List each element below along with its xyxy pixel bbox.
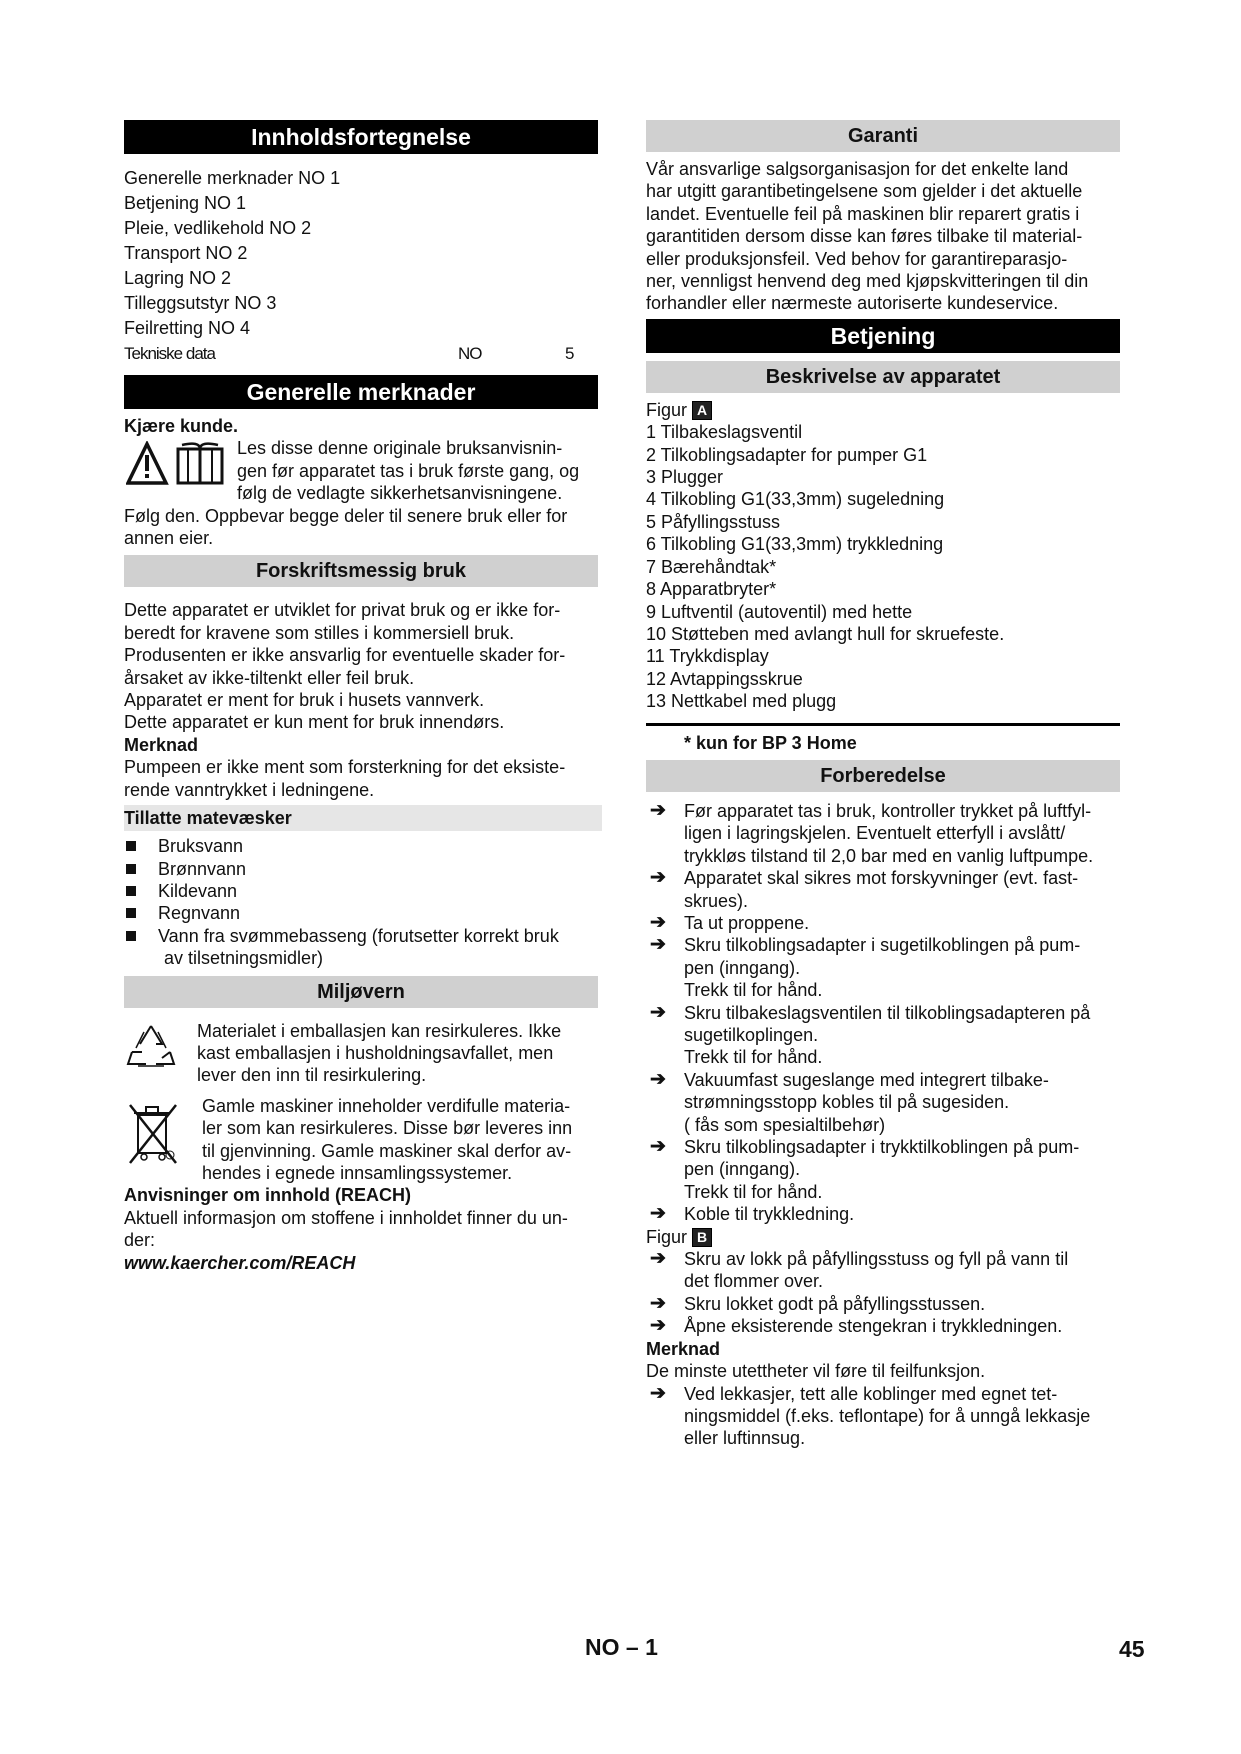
intended-use-line: Dette apparatet er kun ment for bruk innendørs. bbox=[124, 712, 505, 733]
toc-item[interactable]: Tilleggsutstyr NO 3 bbox=[124, 293, 277, 313]
intended-use-line: Apparatet er ment for bruk i husets vannverk. bbox=[124, 690, 485, 711]
left-column bbox=[124, 120, 598, 1274]
greeting: Kjære kunde. bbox=[124, 416, 239, 436]
intro-line: følg de vedlagte sikkerhetsanvisningene. bbox=[237, 483, 563, 504]
arrow-icon: ➔ bbox=[650, 911, 666, 933]
fluids-title: Tillatte matevæsker bbox=[124, 805, 602, 831]
arrow-icon: ➔ bbox=[650, 1136, 666, 1158]
operation-title: Betjening bbox=[646, 319, 1120, 353]
toc-last-label: Tekniske data bbox=[124, 344, 215, 363]
intended-use-line: Produsenten er ikke ansvarlig for eventuelle skader for- bbox=[124, 645, 566, 666]
bullet-square-icon bbox=[126, 886, 136, 896]
figure-a-ref: Figur A bbox=[646, 399, 1126, 421]
arrow-icon: ➔ bbox=[650, 1203, 666, 1225]
intended-use-title: Forskriftsmessig bruk bbox=[124, 555, 598, 587]
step-line: Trekk til for hånd. bbox=[684, 1181, 823, 1202]
prep-note-text: De minste utettheter vil føre til feilfunksjon. bbox=[646, 1361, 986, 1382]
step-line: pen (inngang). bbox=[684, 1159, 801, 1180]
step-item bbox=[646, 912, 1126, 934]
step-line: Åpne eksisterende stengekran i trykkledningen. bbox=[684, 1316, 1063, 1337]
fluid-item: Vann fra svømmebasseng (forutsetter korrekt bruk av tilsetningsmidler) bbox=[124, 925, 598, 970]
warranty-line: landet. Eventuelle feil på maskinen blir reparert gratis i bbox=[646, 203, 1080, 224]
part-item: 11 Trykkdisplay bbox=[646, 646, 769, 667]
recycle-icon bbox=[124, 1022, 178, 1070]
warning-manual-icon bbox=[126, 441, 226, 487]
step-line: Skru av lokk på påfyllingsstuss og fyll på vann til bbox=[684, 1249, 1069, 1270]
page-number: 45 bbox=[1119, 1636, 1145, 1662]
step-line: ( fås som spesialtilbehør) bbox=[684, 1114, 886, 1135]
intro-block bbox=[124, 437, 598, 504]
step-line: Skru lokket godt på påfyllingsstussen. bbox=[684, 1293, 986, 1314]
intended-use-line: Dette apparatet er utviklet for privat bruk og er ikke for- bbox=[124, 600, 561, 621]
step-line: trykkløs tilstand til 2,0 bar med en vanlig luftpumpe. bbox=[684, 845, 1094, 866]
environment-title: Miljøvern bbox=[124, 976, 598, 1008]
step-item bbox=[646, 1069, 1126, 1136]
follow-line: Følg den. Oppbevar begge deler til senere bruk eller for bbox=[124, 505, 568, 526]
step-line: Ta ut proppene. bbox=[684, 912, 810, 933]
step-line: Skru tilkoblingsadapter i sugetilkoblingen på pum- bbox=[684, 935, 1081, 956]
figure-b-ref: Figur B bbox=[646, 1226, 1126, 1248]
reach-title: Anvisninger om innhold (REACH) bbox=[124, 1185, 411, 1206]
part-item: 4 Tilkobling G1(33,3mm) sugeledning bbox=[646, 489, 945, 510]
part-item: 1 Tilbakeslagsventil bbox=[646, 422, 803, 443]
arrow-icon: ➔ bbox=[650, 1382, 666, 1404]
step-item bbox=[646, 1248, 1126, 1293]
arrow-icon: ➔ bbox=[650, 1001, 666, 1023]
intro-line: gen før apparatet tas i bruk første gang, og bbox=[237, 460, 580, 481]
intended-use-line: årsaket av ikke-tiltenkt eller feil bruk. bbox=[124, 667, 415, 688]
step-line: det flommer over. bbox=[684, 1271, 824, 1292]
step-line: strømningsstopp kobles til på sugesiden. bbox=[684, 1092, 1010, 1113]
toc-item[interactable]: Feilretting NO 4 bbox=[124, 318, 251, 338]
arrow-icon: ➔ bbox=[650, 1248, 666, 1270]
step-line: Trekk til for hånd. bbox=[684, 980, 823, 1001]
step-line: skrues). bbox=[684, 890, 749, 911]
part-item: 10 Støtteben med avlangt hull for skruefeste. bbox=[646, 623, 1005, 644]
step-line: Apparatet skal sikres mot forskyvninger (evt. fast- bbox=[684, 868, 1079, 889]
fluid-item: Brønnvann bbox=[124, 858, 598, 880]
description-title: Beskrivelse av apparatet bbox=[646, 361, 1120, 393]
step-item bbox=[646, 1383, 1126, 1450]
reach-line: der: bbox=[124, 1230, 156, 1251]
recycle-block bbox=[124, 1020, 598, 1087]
weee-line: ler som kan resirkuleres. Disse bør leveres inn bbox=[202, 1118, 573, 1139]
crossed-bin-icon bbox=[126, 1101, 182, 1167]
step-line: Skru tilkoblingsadapter i trykktilkoblingen på pum- bbox=[684, 1137, 1080, 1158]
step-item bbox=[646, 934, 1126, 1001]
arrow-icon: ➔ bbox=[650, 867, 666, 889]
general-title: Generelle merknader bbox=[124, 375, 598, 409]
bullet-square-icon bbox=[126, 841, 136, 851]
step-item bbox=[646, 1315, 1126, 1337]
warranty-line: har utgitt garantibetingelsene som gjelder i det aktuelle bbox=[646, 181, 1083, 202]
part-item: 7 Bærehåndtak* bbox=[646, 556, 777, 577]
toc-last-page: 5 bbox=[565, 344, 574, 363]
warranty-line: eller produksjonsfeil. Ved behov for garantireparasjo- bbox=[646, 248, 1068, 269]
part-item: 3 Plugger bbox=[646, 467, 724, 488]
weee-block bbox=[124, 1095, 598, 1185]
figure-b-badge: B bbox=[692, 1228, 712, 1247]
weee-line: til gjenvinning. Gamle maskiner skal derfor av- bbox=[202, 1140, 572, 1161]
intended-use-line: beredt for kravene som stilles i kommersiell bruk. bbox=[124, 622, 515, 643]
part-item: 9 Luftventil (autoventil) med hette bbox=[646, 601, 913, 622]
bullet-square-icon bbox=[126, 931, 136, 941]
follow-line: annen eier. bbox=[124, 528, 214, 549]
step-line: pen (inngang). bbox=[684, 957, 801, 978]
note-line: rende vanntrykket i ledningene. bbox=[124, 779, 375, 800]
divider bbox=[646, 723, 1120, 726]
step-item bbox=[646, 1293, 1126, 1315]
step-line: Koble til trykkledning. bbox=[684, 1204, 855, 1225]
part-item: 12 Avtappingsskrue bbox=[646, 668, 803, 689]
step-item bbox=[646, 867, 1126, 912]
warranty-line: ner, vennligst henvend deg med kjøpskvitteringen til din bbox=[646, 271, 1089, 292]
warranty-title: Garanti bbox=[646, 120, 1120, 152]
part-item: 5 Påfyllingsstuss bbox=[646, 511, 781, 532]
toc-item[interactable]: Generelle merknader NO 1 bbox=[124, 168, 341, 188]
step-line: Før apparatet tas i bruk, kontroller trykket på luftfyl- bbox=[684, 800, 1092, 821]
toc-item[interactable]: Pleie, vedlikehold NO 2 bbox=[124, 218, 312, 238]
arrow-icon: ➔ bbox=[650, 1068, 666, 1090]
figure-a-badge: A bbox=[692, 401, 712, 420]
warranty-line: garantitiden dersom disse kan føres tilbake til material- bbox=[646, 226, 1083, 247]
arrow-icon: ➔ bbox=[650, 1315, 666, 1337]
part-item: 13 Nettkabel med plugg bbox=[646, 691, 837, 712]
toc-list bbox=[124, 166, 598, 367]
toc-title: Innholdsfortegnelse bbox=[124, 120, 598, 154]
step-line: Ved lekkasjer, tett alle koblinger med egnet tet- bbox=[684, 1383, 1058, 1404]
parts-list bbox=[646, 421, 1126, 712]
step-line: Trekk til for hånd. bbox=[684, 1047, 823, 1068]
step-line: ligen i lagringskjelen. Eventuelt etterfyll i avslått/ bbox=[684, 823, 1066, 844]
recycle-line: lever den inn til resirkulering. bbox=[197, 1065, 427, 1086]
right-column bbox=[646, 120, 1126, 1450]
fluid-item: Kildevann bbox=[124, 880, 598, 902]
footnote: * kun for BP 3 Home bbox=[684, 732, 857, 753]
weee-line: Gamle maskiner inneholder verdifulle materia- bbox=[202, 1095, 571, 1116]
step-line: ningsmiddel (f.eks. teflontape) for å unngå lekkasje bbox=[684, 1405, 1091, 1426]
step-item bbox=[646, 800, 1126, 867]
reach-line: Aktuell informasjon om stoffene i innholdet finner du un- bbox=[124, 1207, 568, 1228]
toc-item[interactable]: Betjening NO 1 bbox=[124, 193, 247, 213]
arrow-icon: ➔ bbox=[650, 1292, 666, 1314]
step-line: sugetilkoplingen. bbox=[684, 1025, 819, 1045]
weee-line: hendes i egnede innsamlingssystemer. bbox=[202, 1162, 513, 1183]
warranty-line: Vår ansvarlige salgsorganisasjon for det enkelte land bbox=[646, 159, 1069, 179]
toc-item-tekniske-data[interactable] bbox=[124, 341, 598, 367]
part-item: 2 Tilkoblingsadapter for pumper G1 bbox=[646, 444, 928, 465]
intro-line: Les disse denne originale bruksanvisnin- bbox=[237, 438, 563, 459]
toc-last-code: NO bbox=[458, 344, 482, 363]
prep-steps-leak bbox=[646, 1383, 1126, 1450]
step-item bbox=[646, 1002, 1126, 1069]
recycle-line: kast emballasjen i husholdningsavfallet, men bbox=[197, 1042, 554, 1063]
step-item bbox=[646, 1136, 1126, 1203]
part-item: 8 Apparatbryter* bbox=[646, 579, 777, 600]
prep-note-title: Merknad bbox=[646, 1338, 721, 1359]
note-title: Merknad bbox=[124, 734, 199, 755]
bullet-square-icon bbox=[126, 864, 136, 874]
bullet-square-icon bbox=[126, 908, 136, 918]
note-line: Pumpeen er ikke ment som forsterkning for det eksiste- bbox=[124, 757, 566, 778]
footer-section: NO – 1 bbox=[585, 1634, 658, 1660]
fluid-item: Regnvann bbox=[124, 902, 598, 924]
reach-link[interactable]: www.kaercher.com/REACH bbox=[124, 1252, 356, 1273]
prep-steps bbox=[646, 800, 1126, 1226]
toc-item[interactable]: Transport NO 2 bbox=[124, 243, 248, 263]
warranty-line: forhandler eller nærmeste autoriserte kundeservice. bbox=[646, 293, 1059, 314]
arrow-icon: ➔ bbox=[650, 934, 666, 956]
step-line: Vakuumfast sugeslange med integrert tilbake- bbox=[684, 1069, 1049, 1090]
fluid-item: Bruksvann bbox=[124, 835, 598, 857]
step-line: Skru tilbakeslagsventilen til tilkoblingsadapteren på bbox=[684, 1002, 1091, 1023]
toc-item[interactable]: Lagring NO 2 bbox=[124, 268, 232, 288]
prep-steps-fill bbox=[646, 1248, 1126, 1338]
recycle-line: Materialet i emballasjen kan resirkuleres. Ikke bbox=[197, 1020, 562, 1041]
arrow-icon: ➔ bbox=[650, 799, 666, 821]
step-line: eller luftinnsug. bbox=[684, 1428, 806, 1449]
prep-title: Forberedelse bbox=[646, 760, 1120, 792]
step-item bbox=[646, 1203, 1126, 1225]
part-item: 6 Tilkobling G1(33,3mm) trykkledning bbox=[646, 534, 944, 555]
